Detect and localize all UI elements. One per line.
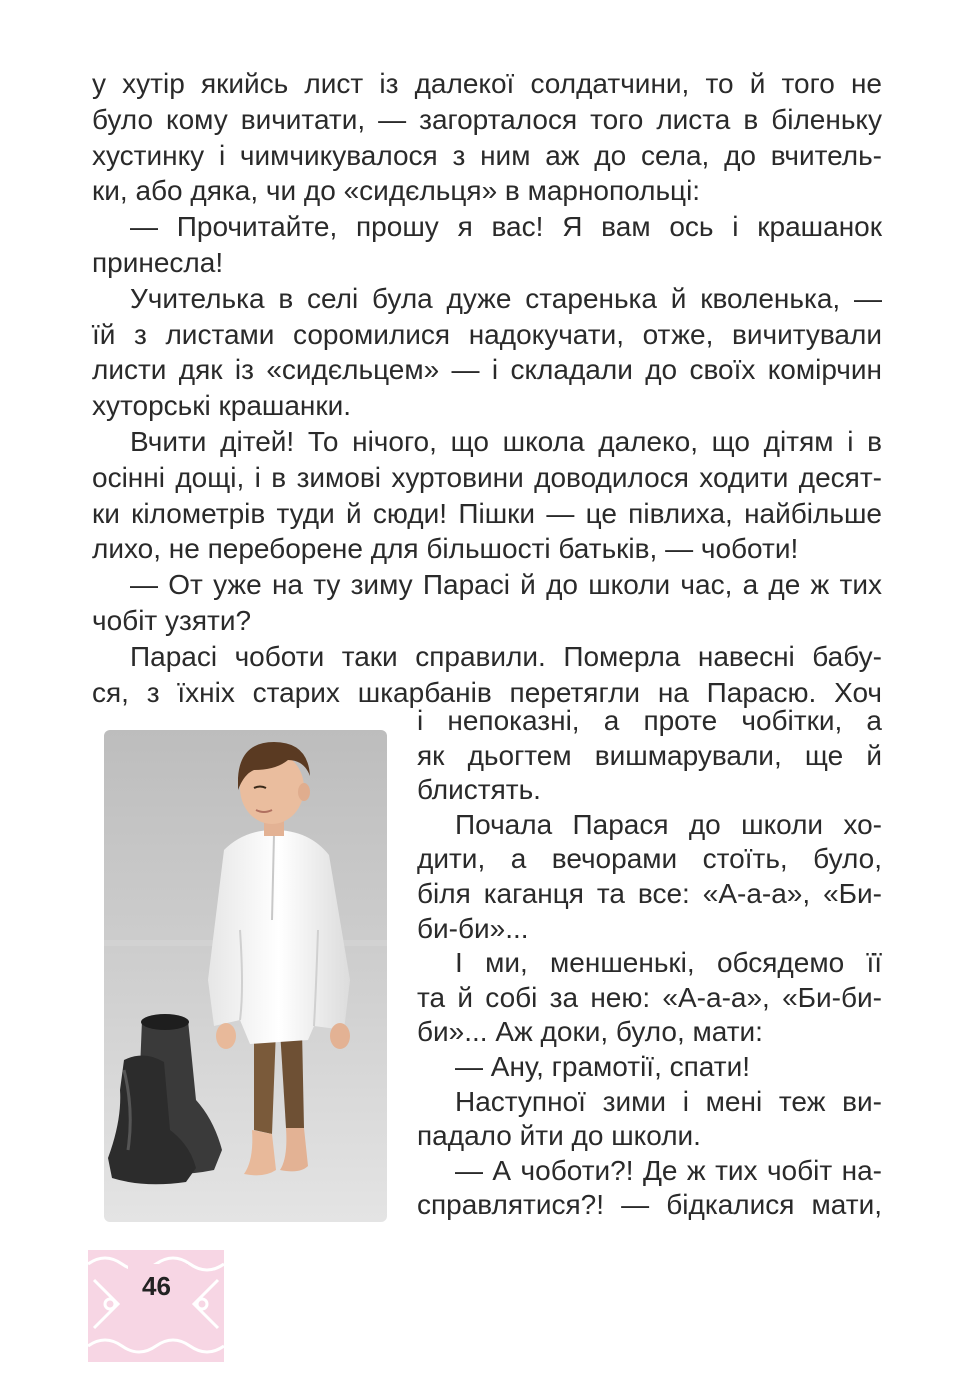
decorative-ornament-icon bbox=[88, 1250, 224, 1362]
text-line: ки кілометрів туди й сюди! Пішки — це півлиха, найбільше bbox=[92, 497, 882, 529]
paragraph-continuation bbox=[92, 66, 882, 209]
text-line: ки, або дяка, чи до «сидєльця» в марнопольці: bbox=[92, 175, 701, 207]
text-line: Наступної зими і мені теж ви- bbox=[455, 1085, 882, 1117]
text-line: як дьогтем вишмарували, ще й bbox=[417, 739, 882, 771]
text-line: би-би»... bbox=[417, 912, 529, 944]
text-line: — От уже на ту зиму Парасі й до школи час, а де ж тих bbox=[130, 569, 882, 601]
paragraph-parasia-boots bbox=[92, 639, 882, 711]
text-line: Вчити дітей! То нічого, що школа далеко, що дітям і в bbox=[130, 425, 882, 457]
text-line: — Прочитайте, прошу я вас! Я вам ось і крашанок bbox=[130, 211, 882, 243]
text-block-top bbox=[92, 66, 882, 710]
text-line: їй з листами соромилися надокучати, отже, вичитували bbox=[92, 318, 882, 350]
text-line: та й собі за нею: «А-а-а», «Би-би- bbox=[417, 981, 882, 1013]
text-line: біля каганця та все: «А-а-а», «Би- bbox=[417, 877, 882, 909]
text-line: справлятися?! — бідкалися мати, bbox=[417, 1189, 882, 1221]
paragraph-little-ones bbox=[417, 946, 882, 1050]
paragraph-dialogue bbox=[92, 209, 882, 281]
paragraph-teach-children bbox=[92, 424, 882, 567]
text-line: лихо, не переборене для більшості батьків, — чоботи! bbox=[92, 533, 799, 565]
text-line: ся, з їхніх старих шкарбанів перетягли на Парасю. Хоч bbox=[92, 676, 882, 708]
text-line: хустинку і чимчикувалося з ним аж до села, до вчитель- bbox=[92, 139, 882, 171]
paragraph-boots-shine bbox=[417, 704, 882, 808]
paragraph-teacher bbox=[92, 281, 882, 424]
text-line: — Ану, грамотії, спати! bbox=[455, 1050, 750, 1082]
text-line: і непоказні, а проте чобітки, а bbox=[417, 705, 882, 736]
text-line: І ми, меншенькі, обсядемо її bbox=[455, 947, 882, 979]
text-block-right bbox=[417, 704, 882, 1223]
text-line: принесла! bbox=[92, 246, 224, 278]
paragraph-what-boots bbox=[417, 1154, 882, 1223]
text-line: осінні дощі, і в зимові хуртовини доводилося ходити десят- bbox=[92, 461, 882, 493]
text-line: у хутір якийсь лист із далекої солдатчини, то й того не bbox=[92, 68, 882, 99]
paragraph-dialogue-winter bbox=[92, 567, 882, 639]
text-line: — А чоботи?! Де ж тих чобіт на- bbox=[455, 1154, 882, 1186]
page-number: 46 bbox=[142, 1271, 171, 1301]
text-line: падало йти до школи. bbox=[417, 1120, 701, 1152]
boy-with-boots-illustration bbox=[104, 730, 387, 1222]
text-line: чобіт узяти? bbox=[92, 604, 252, 636]
text-line: Учителька в селі була дуже старенька й кволенька, — bbox=[130, 282, 882, 314]
text-line: Парасі чоботи таки справили. Померла навесні бабу- bbox=[130, 640, 882, 672]
text-line: би»... Аж доки, було, мати: bbox=[417, 1016, 763, 1048]
text-line: хуторські крашанки. bbox=[92, 390, 352, 422]
text-line: Почала Парася до школи хо- bbox=[455, 808, 882, 840]
illustration-svg bbox=[104, 730, 387, 1222]
text-line: блистять. bbox=[417, 774, 541, 806]
text-line: було кому вичитати, — загорталося того листа в біленьку bbox=[92, 103, 882, 135]
paragraph-next-winter bbox=[417, 1085, 882, 1154]
text-line: листи дяк із «сидєльцем» — і складали до своїх комірчин bbox=[92, 354, 882, 386]
paragraph-school bbox=[417, 808, 882, 946]
paragraph-sleep bbox=[417, 1050, 882, 1085]
text-line: дити, а вечорами стоїть, було, bbox=[417, 843, 882, 875]
